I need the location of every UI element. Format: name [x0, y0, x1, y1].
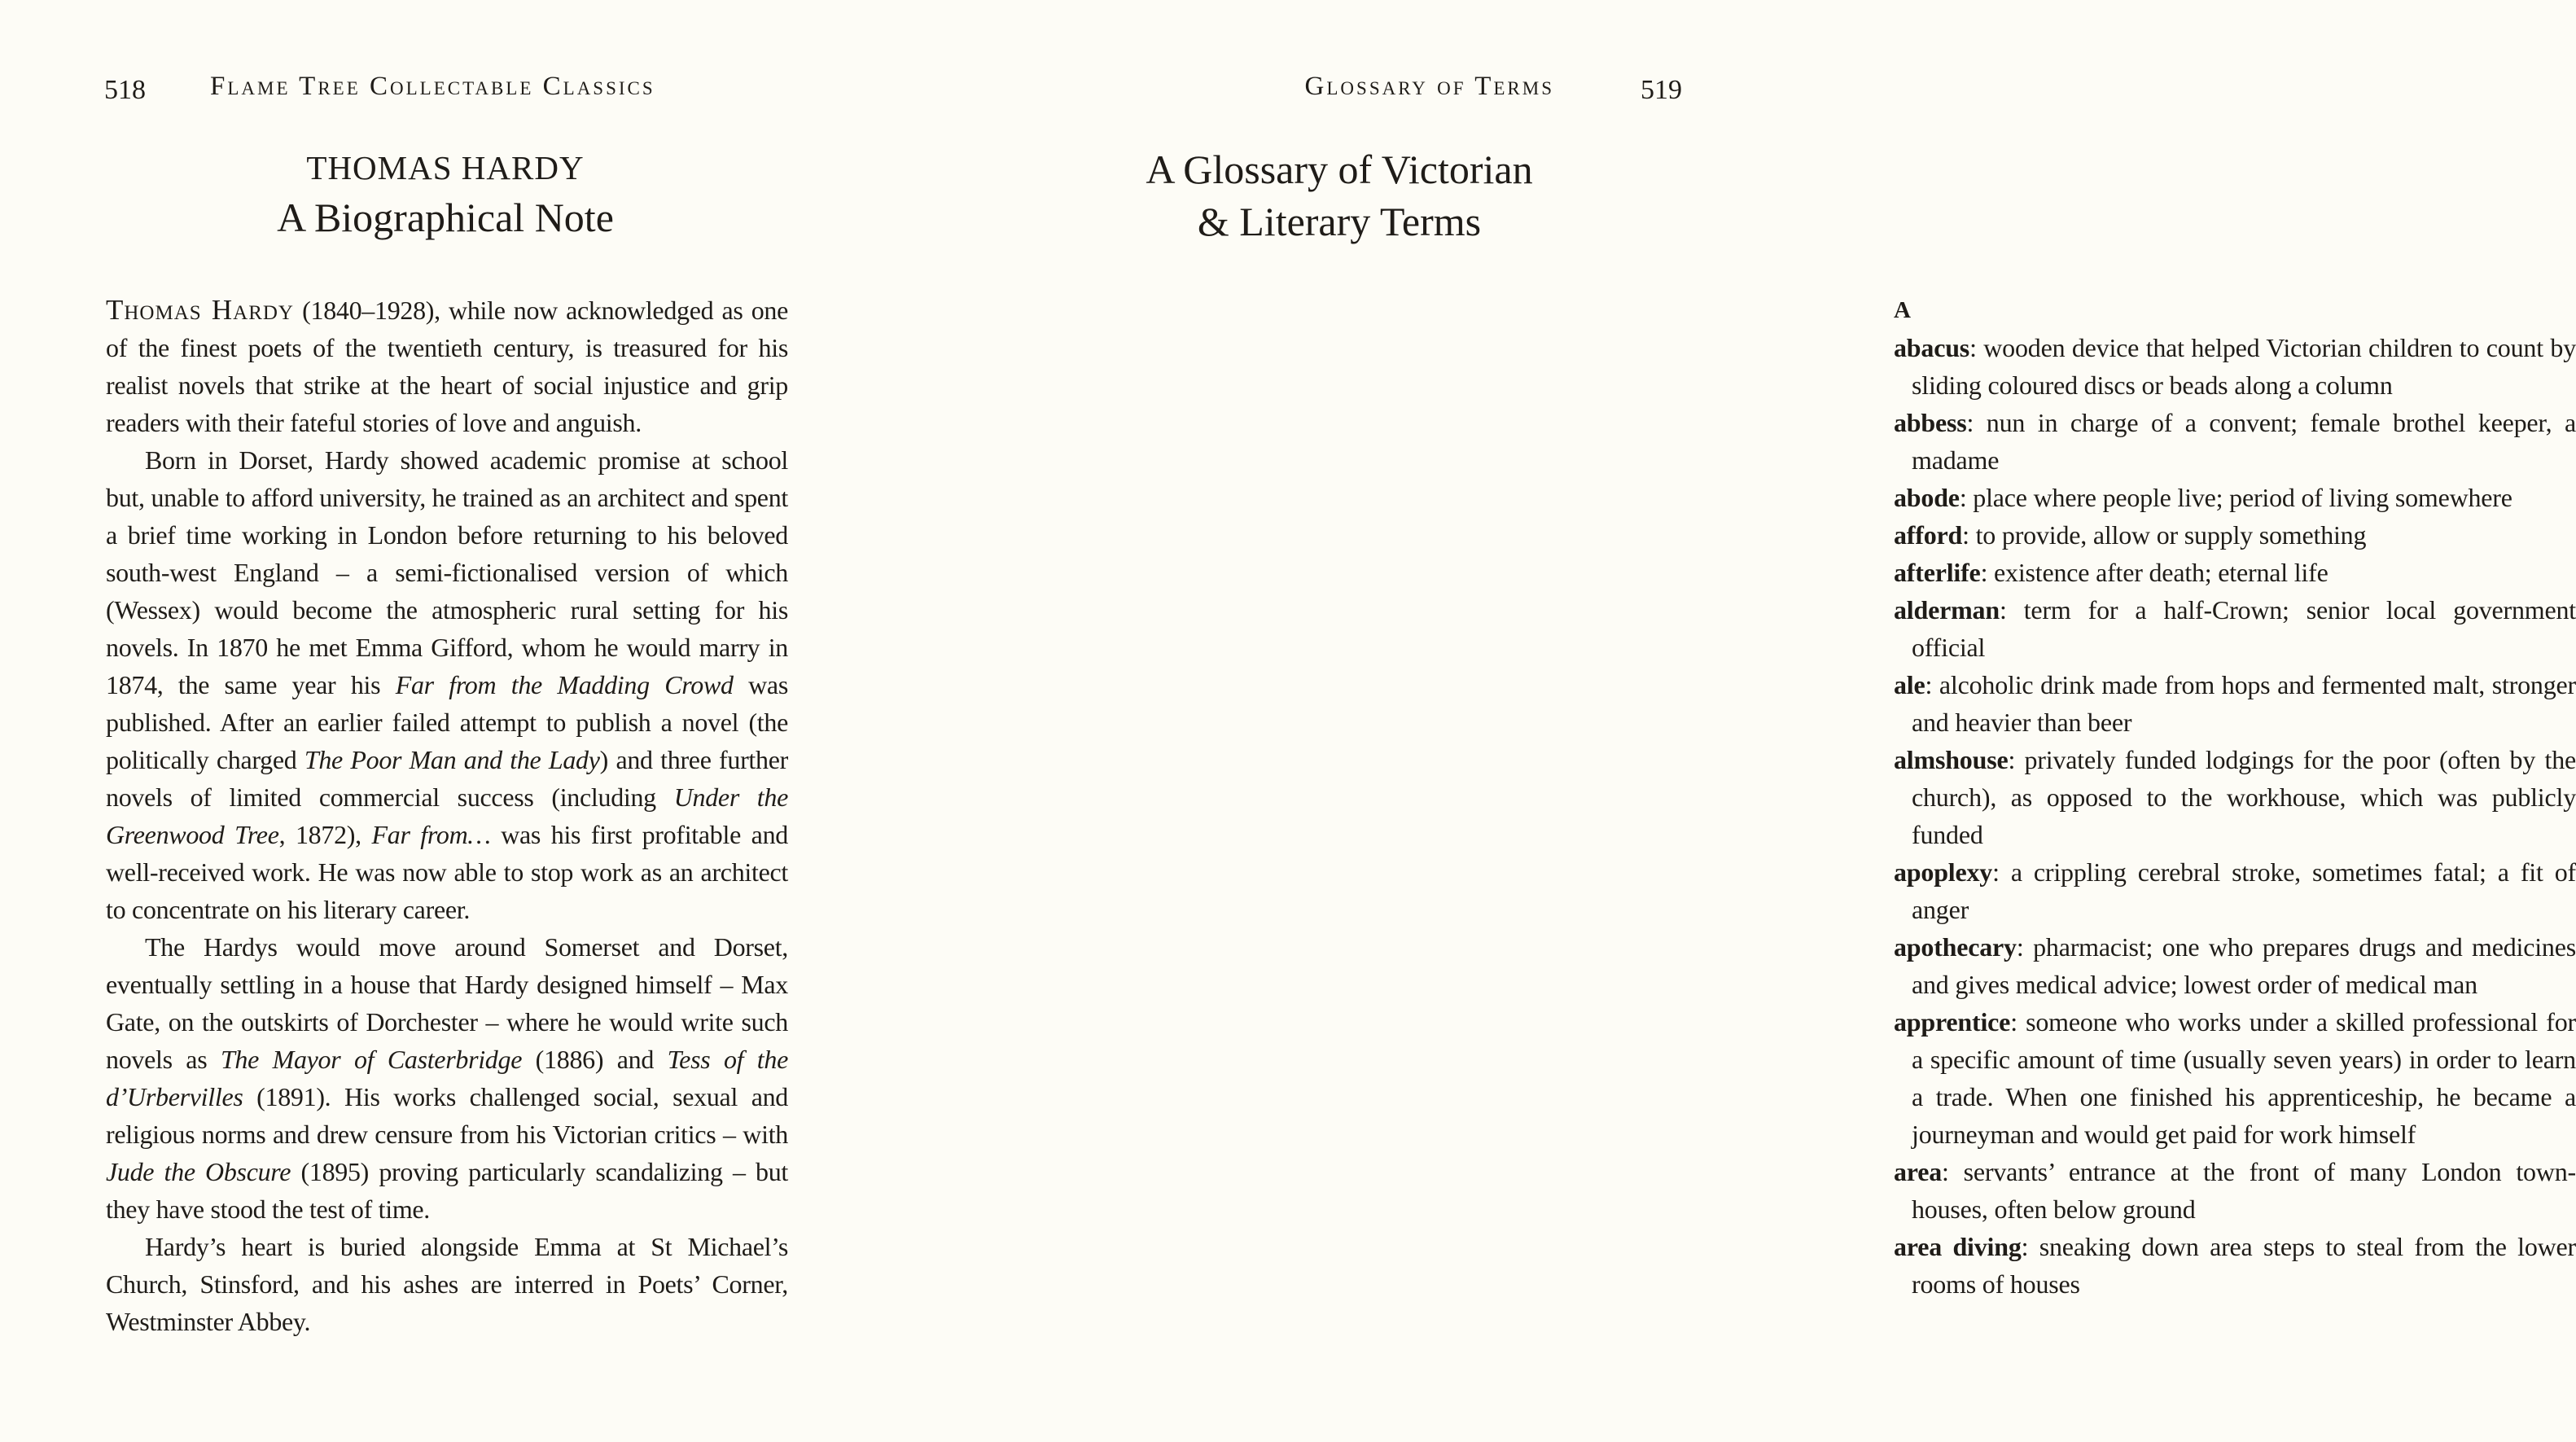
paragraph — [106, 1228, 788, 1340]
book-title: Tess of the d’Urbervilles — [106, 1045, 788, 1111]
book-title: Jude the Obscure — [106, 1157, 291, 1186]
text-run: (1891). His works challenged social, sexual and religious norms and drew censure from his Victorian critics – with — [106, 1082, 788, 1149]
section-letter: A — [1894, 297, 1911, 323]
glossary-definition: : wooden device that helped Victorian children to count by sliding coloured discs or beads along a column — [1912, 333, 2576, 400]
book-title: Under the Greenwood Tree — [106, 782, 788, 849]
glossary-term: afford — [1894, 520, 1963, 550]
glossary-definition: : existence after death; eternal life — [1980, 558, 2328, 587]
book-title: Far from the Madding Crowd — [395, 670, 734, 699]
glossary-entry — [1894, 329, 2576, 404]
glossary-entry — [1894, 853, 2576, 928]
running-head: Glossary of Terms — [1304, 72, 1554, 101]
glossary-entry — [1894, 928, 2576, 1003]
book-title: The Mayor of Casterbridge — [220, 1045, 523, 1074]
book-title: The Poor Man and the Lady — [304, 745, 600, 774]
glossary-entry — [1894, 741, 2576, 853]
paragraph — [106, 441, 788, 928]
glossary-entry — [1894, 1003, 2576, 1153]
glossary-term: abbess — [1894, 408, 1967, 437]
right-page — [894, 0, 2576, 1442]
glossary-entry — [1894, 404, 2576, 479]
glossary-definition: : place where people live; period of living somewhere — [1959, 483, 2512, 512]
left-page — [0, 0, 894, 1442]
glossary-term: apoplexy — [1894, 857, 1993, 887]
chapter-heading-line: A Glossary of Victorian — [1146, 147, 1533, 192]
glossary-term: area — [1894, 1157, 1943, 1186]
glossary-entry — [1894, 1228, 2576, 1303]
glossary-term: alderman — [1894, 595, 2000, 625]
glossary-definition: : to provide, allow or supply something — [1962, 520, 2367, 550]
glossary-entry — [1894, 479, 2576, 516]
glossary-term: almshouse — [1894, 745, 2009, 774]
glossary-term: area diving — [1894, 1232, 2022, 1261]
text-run: Hardy’s heart is buried alongside Emma at St Michael’s Church, Stinsford, and his ashes are interred in Poets’ Corner, Westminster Abbey. — [106, 1232, 788, 1336]
glossary-entry — [1894, 666, 2576, 741]
glossary-definition: : someone who works under a skilled professional for a specific amount of time (usually seven years) in order to learn a trade. When one finished his apprenticeship, he became a journeyman and would get paid for work himself — [1912, 1007, 2576, 1149]
text-run: was published. After an earlier failed attempt to publish a novel (the politically charged — [106, 670, 788, 774]
page-number: 518 — [104, 75, 146, 105]
glossary-entry — [1894, 516, 2576, 554]
glossary-entry — [1894, 591, 2576, 666]
chapter-title — [104, 145, 786, 244]
lead-in: Thomas Hardy — [106, 294, 294, 326]
glossary-definition: : alcoholic drink made from hops and fermented malt, stronger and heavier than beer — [1912, 670, 2576, 737]
glossary-entry — [1894, 554, 2576, 591]
glossary-definition: : pharmacist; one who prepares drugs and medicines and gives medical advice; lowest order of medical man — [1912, 932, 2576, 999]
glossary-definition: : term for a half-Crown; senior local government official — [1912, 595, 2576, 662]
text-run: ) and three further novels of limited commercial success (including — [106, 745, 788, 812]
glossary-definition: : privately funded lodgings for the poor (often by the church), as opposed to the workhouse, which was publicly funded — [1912, 745, 2576, 849]
text-run: (1840–1928), while now acknowledged as one of the finest poets of the twentieth century, is treasured for his realist novels that strike at the heart of social injustice and grip readers with their fateful stories of love and anguish. — [106, 296, 788, 437]
biography-text — [106, 291, 788, 1340]
glossary-term: apothecary — [1894, 932, 2017, 962]
glossary-term: afterlife — [1894, 558, 1981, 587]
paragraph — [106, 291, 788, 441]
glossary-definition: : servants’ entrance at the front of many London town-houses, often below ground — [1912, 1157, 2576, 1224]
glossary-term: ale — [1894, 670, 1925, 699]
glossary-definition: : nun in charge of a convent; female brothel keeper, a madame — [1912, 408, 2576, 475]
text-run: (1895) proving particularly scandalizing – but they have stood the test of time. — [106, 1157, 788, 1224]
chapter-title — [998, 143, 1680, 248]
glossary-definition: : sneaking down area steps to steal from the lower rooms of houses — [1912, 1232, 2576, 1299]
text-run: was his first profitable and well-received work. He was now able to stop work as an architect to concentrate on his literary career. — [106, 820, 788, 924]
running-head: Flame Tree Collectable Classics — [210, 72, 655, 101]
chapter-heading-line: & Literary Terms — [1197, 199, 1482, 244]
glossary-entry — [1894, 1153, 2576, 1228]
glossary-term: abode — [1894, 483, 1960, 512]
text-run: (1886) and — [522, 1045, 668, 1074]
glossary-term: abacus — [1894, 333, 1970, 362]
text-run: The Hardys would move around Somerset and Dorset, eventually settling in a house that Hardy designed himself – Max Gate, on the outskirts of Dorchester – where he would write such novels as — [106, 932, 788, 1074]
page-number: 519 — [1641, 75, 1682, 105]
paragraph — [106, 928, 788, 1228]
text-run: , 1872), — [278, 820, 372, 849]
text-run: Born in Dorset, Hardy showed academic promise at school but, unable to afford university, he trained as an architect and spent a brief time working in London before returning to his beloved south-west England – a semi-fictionalised version of which (Wessex) would become the atmospheric rural setting for his novels. In 1870 he met Emma Gifford, whom he would marry in 1874, the same year his — [106, 445, 788, 699]
glossary-term: apprentice — [1894, 1007, 2011, 1037]
glossary-list — [1894, 291, 2576, 1303]
author-name: THOMAS HARDY — [306, 149, 585, 186]
chapter-heading: A Biographical Note — [277, 195, 614, 240]
glossary-definition: : a crippling cerebral stroke, sometimes fatal; a fit of anger — [1912, 857, 2576, 924]
book-title: Far from… — [371, 820, 491, 849]
